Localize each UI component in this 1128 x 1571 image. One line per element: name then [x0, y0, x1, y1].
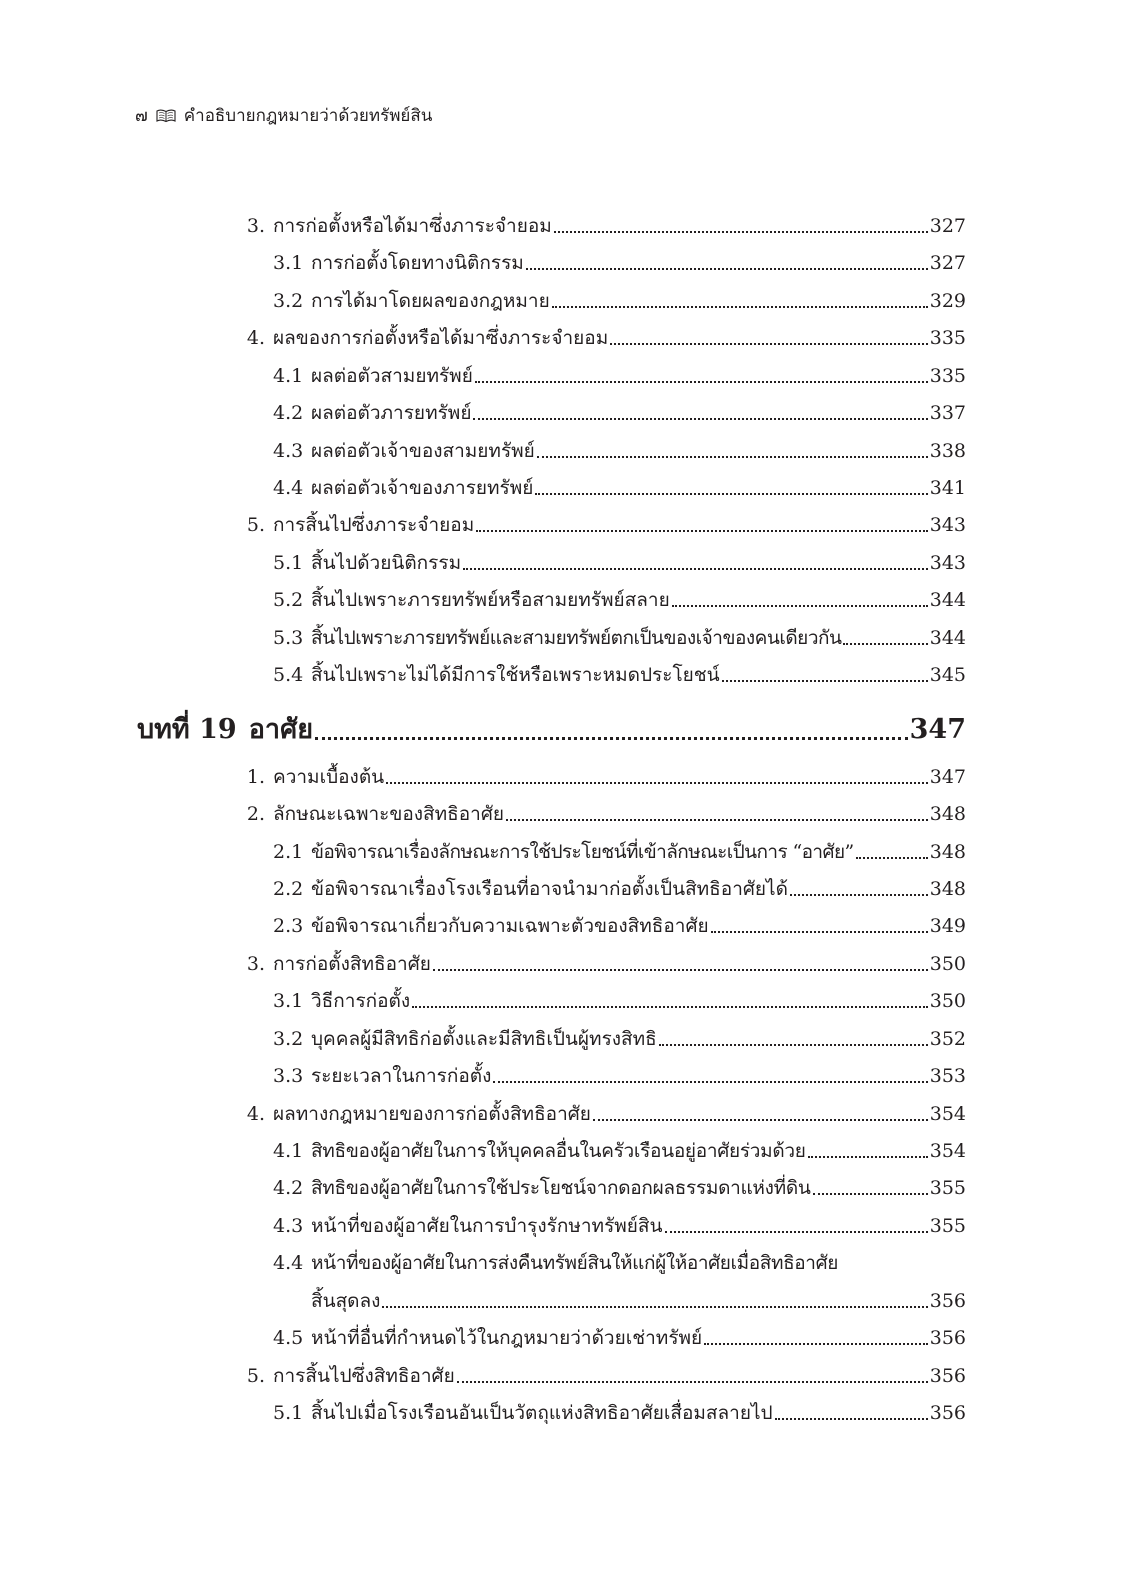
dot-leader [457, 1380, 928, 1383]
toc-page: 356 [929, 1365, 966, 1387]
page-number: ๗ [135, 106, 148, 126]
toc-entry [273, 436, 966, 466]
dot-leader [382, 1305, 927, 1308]
toc-page: 348 [929, 841, 966, 863]
dot-leader [476, 529, 928, 532]
dot-leader [315, 736, 908, 740]
toc-entry [273, 1024, 966, 1054]
toc-entry [273, 874, 966, 904]
toc-title: หน้าที่ของผู้อาศัยในการส่งคืนทรัพย์สินให้แก่ผู้ให้อาศัยเมื่อสิทธิอาศัย [311, 1252, 838, 1274]
dot-leader [593, 1118, 928, 1121]
book-title: คำอธิบายกฎหมายว่าด้วยทรัพย์สิน [183, 106, 433, 126]
toc-number: 4.4 [273, 1252, 304, 1274]
dot-leader [463, 567, 928, 570]
toc-number: 5. [246, 514, 265, 536]
toc-entry [273, 1211, 966, 1241]
toc-title: สิทธิของผู้อาศัยในการใช้ประโยชน์จากดอกผลธรรมดาแห่งที่ดิน [311, 1177, 811, 1199]
toc-page: 356 [929, 1402, 966, 1424]
toc-entry [245, 1099, 966, 1129]
chapter-page: 347 [909, 714, 966, 745]
toc-title: ลักษณะเฉพาะของสิทธิอาศัย [273, 803, 505, 825]
toc-page: 345 [929, 664, 966, 686]
dot-leader [711, 930, 928, 933]
toc-page: 354 [929, 1103, 966, 1125]
toc-page: 338 [929, 440, 966, 462]
toc-entry [273, 1173, 966, 1203]
toc-number: 5.1 [273, 552, 304, 574]
toc-entry [273, 1136, 966, 1166]
running-head [135, 103, 432, 129]
dot-leader [552, 305, 928, 308]
toc-entry [273, 1061, 966, 1091]
toc-title: สิ้นไปเพราะภารยทรัพย์และสามยทรัพย์ตกเป็นของเจ้าของคนเดียวกัน [311, 627, 842, 649]
chapter-number: บทที่ 19 [137, 714, 237, 745]
dot-leader [665, 1230, 928, 1233]
toc-title: ข้อพิจารณาเรื่องโรงเรือนที่อาจนำมาก่อตั้งเป็นสิทธิอาศัยได้ [311, 878, 788, 900]
toc-entry [273, 361, 966, 391]
toc-title: ผลต่อตัวเจ้าของภารยทรัพย์ [311, 477, 534, 499]
toc-entry [273, 986, 966, 1016]
toc-number: 4.2 [273, 1177, 304, 1199]
toc-number: 4.3 [273, 440, 304, 462]
dot-leader [473, 417, 927, 420]
chapter-title: อาศัย [248, 714, 314, 745]
dot-leader [475, 380, 928, 383]
toc-title: ผลต่อตัวสามยทรัพย์ [311, 365, 473, 387]
dot-leader [526, 267, 928, 270]
toc-number: 3.1 [273, 990, 304, 1012]
toc-title: การสิ้นไปซึ่งภาระจำยอม [273, 514, 475, 536]
toc-title: ผลต่อตัวเจ้าของสามยทรัพย์ [311, 440, 535, 462]
toc-page: 350 [929, 990, 966, 1012]
toc-entry [245, 323, 966, 353]
toc-page: 329 [929, 290, 966, 312]
toc-entry [273, 248, 966, 278]
toc-title: ผลทางกฎหมายของการก่อตั้งสิทธิอาศัย [273, 1103, 591, 1125]
toc-page: 352 [929, 1028, 966, 1050]
toc-entry [273, 837, 966, 867]
toc-title: การก่อตั้งสิทธิอาศัย [273, 953, 431, 975]
toc-number: 2. [246, 803, 265, 825]
toc-number: 5.2 [273, 589, 304, 611]
dot-leader [813, 1192, 928, 1195]
toc-number: 3.2 [273, 290, 304, 312]
toc-number: 4.1 [273, 1140, 304, 1162]
toc-entry [273, 1323, 966, 1353]
toc-entry [273, 585, 966, 615]
dot-leader [672, 604, 928, 607]
toc-title: การก่อตั้งหรือได้มาซึ่งภาระจำยอม [273, 215, 552, 237]
toc-title: ข้อพิจารณาเกี่ยวกับความเฉพาะตัวของสิทธิอาศัย [311, 915, 709, 937]
dot-leader [722, 679, 928, 682]
toc-entry [245, 949, 966, 979]
dot-leader [386, 781, 928, 784]
toc-page: 355 [929, 1215, 966, 1237]
toc-page: 347 [929, 766, 966, 788]
toc-entry [273, 660, 966, 690]
toc-page: 349 [929, 915, 966, 937]
toc-number: 2.1 [273, 841, 304, 863]
toc-number: 3.1 [273, 252, 304, 274]
toc-number: 3. [246, 215, 265, 237]
dot-leader [808, 1155, 928, 1158]
dot-leader [790, 893, 928, 896]
toc-entry [273, 548, 966, 578]
toc-number: 1. [246, 766, 265, 788]
toc-page: 353 [929, 1065, 966, 1087]
toc-title: สิทธิของผู้อาศัยในการให้บุคคลอื่นในครัวเรือนอยู่อาศัยร่วมด้วย [311, 1140, 806, 1162]
toc-entry [273, 286, 966, 316]
dot-leader [554, 230, 928, 233]
toc-entry [273, 1248, 966, 1278]
toc-entry [245, 1361, 966, 1391]
toc-page: 344 [929, 627, 966, 649]
toc-page: 337 [929, 402, 966, 424]
toc-entry [245, 762, 966, 792]
toc-title: บุคคลผู้มีสิทธิก่อตั้งและมีสิทธิเป็นผู้ทรงสิทธิ [311, 1028, 657, 1050]
dot-leader [493, 1080, 927, 1083]
toc-page: 343 [929, 514, 966, 536]
toc-number: 4.1 [273, 365, 304, 387]
toc-number: 4.2 [273, 402, 304, 424]
toc-entry [245, 211, 966, 241]
dot-leader [659, 1043, 928, 1046]
dot-leader [843, 642, 927, 645]
toc-number: 5.3 [273, 627, 304, 649]
toc-title: การก่อตั้งโดยทางนิติกรรม [311, 252, 524, 274]
toc-number: 5. [246, 1365, 265, 1387]
toc-page: 335 [929, 365, 966, 387]
toc-page: 343 [929, 552, 966, 574]
toc-page: 335 [929, 327, 966, 349]
toc-number: 4.4 [273, 477, 304, 499]
toc-number: 4.3 [273, 1215, 304, 1237]
toc-number: 3.2 [273, 1028, 304, 1050]
toc-entry [273, 1398, 966, 1428]
toc-entry [273, 473, 966, 503]
toc-page: 327 [929, 252, 966, 274]
dot-leader [412, 1005, 928, 1008]
toc-number: 4. [246, 1103, 265, 1125]
dot-leader [610, 342, 927, 345]
toc-entry [273, 398, 966, 428]
dot-leader [704, 1342, 928, 1345]
toc-entry [273, 911, 966, 941]
toc-title: การได้มาโดยผลของกฎหมาย [311, 290, 550, 312]
toc-page: 350 [929, 953, 966, 975]
chapter-heading [137, 710, 966, 750]
toc-number: 3. [246, 953, 265, 975]
toc-title: สิ้นไปเพราะไม่ได้มีการใช้หรือเพราะหมดประโยชน์ [311, 664, 720, 686]
toc-number: 4. [246, 327, 265, 349]
toc-title: วิธีการก่อตั้ง [311, 990, 411, 1012]
dot-leader [433, 968, 928, 971]
dot-leader [537, 455, 928, 458]
toc-title: ข้อพิจารณาเรื่องลักษณะการใช้ประโยชน์ที่เข้าลักษณะเป็นการ “อาศัย” [311, 841, 854, 863]
toc-number: 2.2 [273, 878, 304, 900]
toc-title: ระยะเวลาในการก่อตั้ง [311, 1065, 492, 1087]
toc-page: 341 [929, 477, 966, 499]
dot-leader [856, 856, 928, 859]
toc-title: ผลของการก่อตั้งหรือได้มาซึ่งภาระจำยอม [273, 327, 609, 349]
toc-page: 356 [929, 1327, 966, 1349]
toc-page: 344 [929, 589, 966, 611]
toc-title: หน้าที่ของผู้อาศัยในการบำรุงรักษาทรัพย์สิน [311, 1215, 663, 1237]
toc-page: 327 [929, 215, 966, 237]
toc-entry [245, 510, 966, 540]
toc-entry-continuation [311, 1286, 966, 1316]
toc-title: การสิ้นไปซึ่งสิทธิอาศัย [273, 1365, 455, 1387]
dot-leader [535, 492, 927, 495]
book-icon [156, 109, 176, 123]
toc-title: หน้าที่อื่นที่กำหนดไว้ในกฎหมายว่าด้วยเช่าทรัพย์ [311, 1327, 703, 1349]
toc-title: ผลต่อตัวภารยทรัพย์ [311, 402, 472, 424]
toc-number: 4.5 [273, 1327, 304, 1349]
toc-title: ความเบื้องต้น [273, 766, 385, 788]
toc-number: 3.3 [273, 1065, 304, 1087]
toc-title: สิ้นไปด้วยนิติกรรม [311, 552, 462, 574]
toc-entry [273, 623, 966, 653]
toc-page: 348 [929, 878, 966, 900]
dot-leader [775, 1417, 928, 1420]
toc-title-continuation: สิ้นสุดลง [311, 1290, 381, 1312]
toc-entry [245, 799, 966, 829]
toc-number: 2.3 [273, 915, 304, 937]
toc-number: 5.1 [273, 1402, 304, 1424]
toc-title: สิ้นไปเพราะภารยทรัพย์หรือสามยทรัพย์สลาย [311, 589, 670, 611]
toc-title: สิ้นไปเมื่อโรงเรือนอันเป็นวัตถุแห่งสิทธิอาศัยเสื่อมสลายไป [311, 1402, 773, 1424]
toc-number: 5.4 [273, 664, 304, 686]
toc-page: 354 [929, 1140, 966, 1162]
toc-page: 348 [929, 803, 966, 825]
dot-leader [506, 818, 928, 821]
toc-page: 356 [929, 1290, 966, 1312]
toc-page: 355 [929, 1177, 966, 1199]
